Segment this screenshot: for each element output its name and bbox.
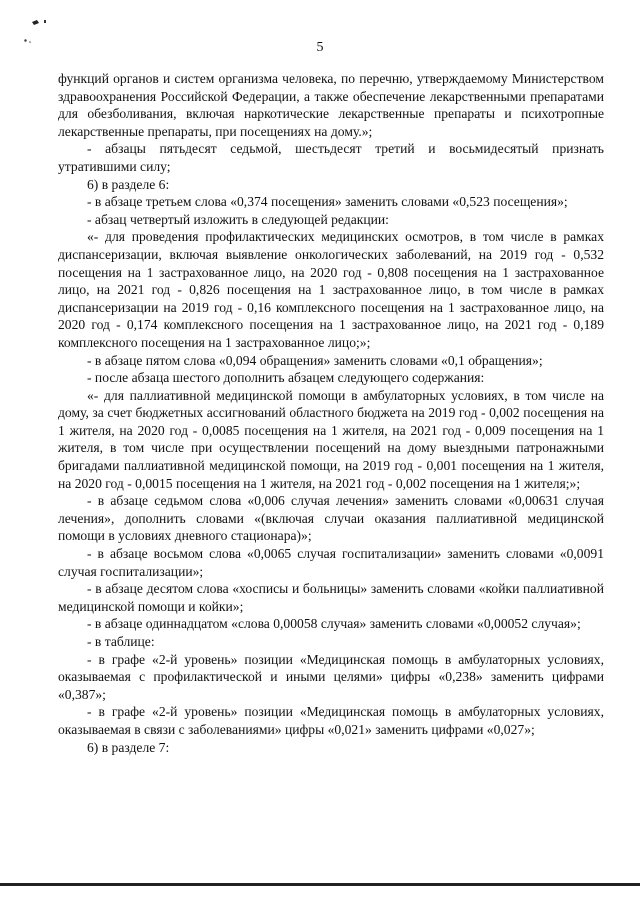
paragraph: - в абзаце десятом слова «хосписы и больницы» заменить словами «койки паллиативной медицинской помощи и койки»; xyxy=(58,581,604,614)
paragraph: - в абзаце третьем слова «0,374 посещения» заменить словами «0,523 посещения»; xyxy=(87,194,568,210)
page-number: 5 xyxy=(316,40,324,55)
paragraph: функций органов и систем организма человека, по перечню, утверждаемому Министерством здравоохранения Российской Федерации, а также обеспечение лекарственными препаратами для обезболивания, включая наркотические лекарственные препараты и психотропные лекарственные препараты, при посещениях на дому.»; xyxy=(58,71,604,139)
paragraph: - абзац четвертый изложить в следующей редакции: xyxy=(87,211,389,227)
scan-bottom-edge xyxy=(0,883,640,886)
paragraph: - после абзаца шестого дополнить абзацем следующего содержания: xyxy=(87,370,485,386)
paragraph: - в графе «2-й уровень» позиции «Медицинская помощь в амбулаторных условиях, оказываемая в связи с заболеваниями» цифры «0,021» заменить цифрами «0,027»; xyxy=(58,704,604,737)
paragraph: - в абзаце одиннадцатом «слова 0,00058 случая» заменить словами «0,00052 случая»; xyxy=(87,616,581,632)
paragraph: 6) в разделе 7: xyxy=(87,739,170,755)
paragraph: - в абзаце пятом слова «0,094 обращения» заменить словами «0,1 обращения»; xyxy=(87,352,543,368)
paragraph: - в таблице: xyxy=(87,634,155,649)
paragraph: - в графе «2-й уровень» позиции «Медицинская помощь в амбулаторных условиях, оказываемая с профилактической и иными целями» цифры «0,238» заменить цифрами «0,387»; xyxy=(58,651,604,702)
paragraph: «- для паллиативной медицинской помощи в амбулаторных условиях, в том числе на дому, за счет бюджетных ассигнований областного бюджета на 2019 год - 0,002 посещения на 1 жителя, на 2020 год - 0,0085 посещения на 1 жителя, на 2021 год - 0,009 посещения на 1 жителя, в том числе при осуществлении посещений на дому выездными патронажными бригадами паллиативной медицинской помощи, на 2019 год - 0,001 посещения на 1 жителя, на 2020 год - 0,0015 посещения на 1 жителя, на 2021 год - 0,002 посещения на 1 жителя;»; xyxy=(58,387,604,491)
paragraph: 6) в разделе 6: xyxy=(87,176,170,192)
paragraph: - в абзаце восьмом слова «0,0065 случая госпитализации» заменить словами «0,0091 случая госпитализации»; xyxy=(58,546,604,579)
paragraph: - абзацы пятьдесят седьмой, шестьдесят третий и восьмидесятый признать утратившими силу; xyxy=(58,141,604,174)
document-body xyxy=(58,70,604,756)
paragraph: - в абзаце седьмом слова «0,006 случая лечения» заменить словами «0,00631 случая лечения», дополнить словами «(включая случаи оказания паллиативной медицинской помощи в условиях дневного стационара)»; xyxy=(58,493,604,544)
paragraph: «- для проведения профилактических медицинских осмотров, в том числе в рамках диспансеризации, включая выявление онкологических заболеваний, на 2019 год - 0,532 посещения на 1 застрахованное лицо, на 2020 год - 0,808 посещения на 1 застрахованное лицо, на 2021 год - 0,826 посещения на 1 застрахованное лицо, в том числе в рамках диспансеризации на 2019 год - 0,16 комплексного посещения на 1 застрахованное лицо, на 2020 год - 0,174 комплексного посещения на 1 застрахованное лицо, на 2021 год - 0,189 комплексного посещения на 1 застрахованное лицо;»; xyxy=(58,229,604,350)
